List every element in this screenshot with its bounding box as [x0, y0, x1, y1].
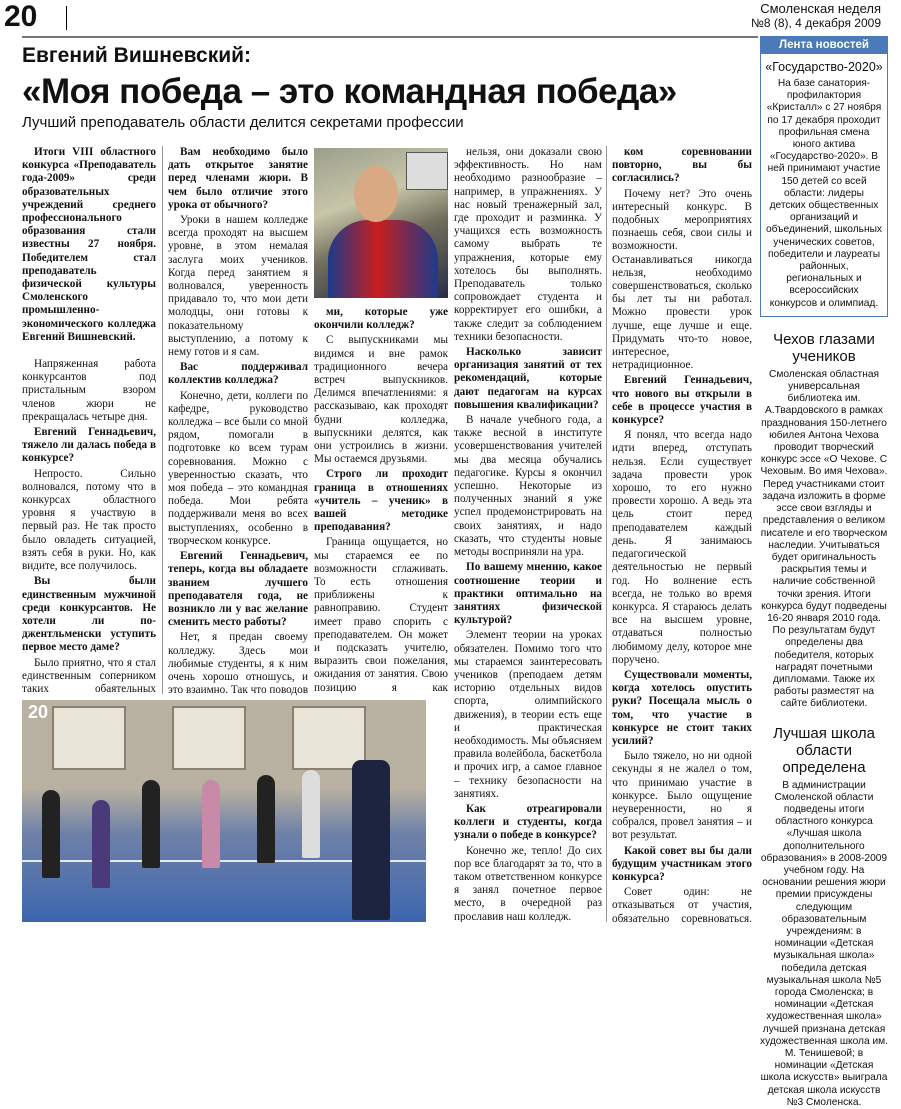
student-figure — [257, 775, 275, 863]
issue-info: №8 (8), 4 декабря 2009 — [750, 16, 881, 30]
article-column-1 — [22, 146, 156, 696]
gym-window — [292, 706, 366, 770]
news-tape-header: Лента новостей — [760, 36, 888, 54]
student-figure — [202, 780, 220, 868]
news-sidebar — [760, 36, 888, 1108]
portrait-body-shape — [328, 220, 438, 298]
column-divider — [162, 146, 163, 694]
article-column-5 — [612, 146, 752, 926]
article-author: Евгений Вишневский: — [22, 44, 252, 67]
article-column-3 — [314, 306, 448, 696]
gym-window — [52, 706, 126, 770]
interview-question: Евгений Геннадьевич, теперь, когда вы обладаете званием лучшего преподавателя года, не возникло ли у вас желание сменить место работы? — [168, 550, 308, 629]
teacher-portrait-photo — [314, 148, 448, 298]
page-number: 20 — [4, 0, 38, 33]
student-figure — [142, 780, 160, 868]
interview-question: ми, которые уже окончили колледж? — [314, 306, 448, 332]
portrait-head-shape — [354, 166, 398, 222]
article-paragraph: Совет один: не отказываться от участия, обязательно соревноваться. — [612, 886, 752, 925]
gym-class-photo — [22, 700, 426, 922]
article-paragraph: Было тяжело, но ни одной секунды я не жалел о том, что принимаю участие в конкурсе. Было ощущение неуверенности, но я собрался, провел занятия – и вот результат. — [612, 750, 752, 842]
article-paragraph: Конечно, дети, коллеги по кафедре, руководство колледжа – все были со мной рядом, помогали в подготовке ко всем турам соревнования. Можно с уверенностью сказать, что моя победа – это командная победа. Мои ребята поддерживали меня во всех выступлениях, особенно в творческом конкурсе. — [168, 389, 308, 547]
teacher-figure — [352, 760, 390, 920]
monitor-shape — [406, 152, 448, 190]
article-paragraph: нельзя, они доказали свою эффективность. Но нам необходимо разнообразие – например, в упражнениях. У нас новый тренажерный зал, где проходит и разминка. У учащихся есть возможность самому выбрать те упражнения, которые ему хотелось бы выполнять. Преподаватель только сопровождает студента и корректирует его ошибки, а также следит за соблюдением техники безопасности. — [454, 146, 602, 343]
news-text: На базе санатория-профилактория «Кристалл» с 27 ноября по 17 декабря проходит профильная смена юного актива «Государство-2020». В ней принимают участие 150 детей со всей области: лидеры детских общественных организаций и объединений, школьных ученических советов, победители и лауреаты районных, региональных и всероссийских конкурсов и олимпиад. — [765, 78, 883, 309]
article-paragraph: Непросто. Сильно волновался, потому что в конкурсах областного уровня я участвую в первый раз. Не так просто было овладеть ситуацией, взять себя в руки. Но, как видите, все получилось. — [22, 467, 156, 573]
interview-question: Евгений Геннадьевич, что нового вы открыли в себе в процессе участия в конкурсе? — [612, 374, 752, 427]
article-paragraph: Нет, я предан своему колледжу. Здесь мои любимые студенты, я к ним очень хорошо отношусь, и это взаимно. Так что поводов — [168, 631, 308, 696]
article-paragraph: С выпускниками мы видимся и вне рамок традиционного вечера встреч выпускников. Делимся впечатлениями: я рассказываю, как проходят будни колледжа, выпускники делятся, как они устроились в жизни. Мы остаемся друзьями. — [314, 334, 448, 466]
interview-question: Вы были единственным мужчиной среди конкурсантов. Не хотели ли по-джентльменски уступить первое место даме? — [22, 575, 156, 654]
interview-question: Вас поддерживал коллектив колледжа? — [168, 361, 308, 387]
interview-question: Существовали моменты, когда хотелось опустить руки? Посещала мысль о том, что участие в конкурсе не стоит таких усилий? — [612, 668, 752, 747]
article-paragraph: Граница ощущается, но мы стараемся ее по возможности сглаживать. То есть отношения приближены к равноправию. Студент имеет право спорить с преподавателем. Он может и подсказать учителю, выразить свои пожелания, ожидания от занятия. Свою позицию я как — [314, 536, 448, 694]
interview-question: ком соревновании повторно, вы бы согласились? — [612, 146, 752, 185]
interview-question: Строго ли проходит граница в отношениях «учитель – ученик» в вашей методике преподавания? — [314, 468, 448, 534]
article-lead: Итоги VIII областного конкурса «Преподаватель года-2009» среди образовательных учреждений среднего профессионального образования стали известны 27 ноября. Победителем стал преподаватель физической культуры Смоленского промышленно-экономического колледжа Евгений Вишневский. — [22, 146, 156, 343]
photo-page-number: 20 — [28, 702, 49, 722]
student-figure — [302, 770, 320, 858]
page-number-divider — [66, 6, 67, 30]
news-item-chekhov — [760, 331, 888, 711]
article-paragraph: Напряженная работа конкурсантов под пристальным взором членов жюри не прекращалась четыре дня. — [22, 358, 156, 423]
top-rule — [22, 36, 758, 38]
news-text: Смоленская областная универсальная библиотека им. А.Твардовского в рамках празднования 150-летнего юбилея Антона Чехова проводит творческий конкурс эссе «О Чехове. С Чеховым. Во имя Чехова». Перед участниками стоит задача изложить в форме эссе свои взгляды и представления о великом писателе и его творческом наследии. Учитываться будет оригинальность раскрытия темы и наличие собственной точки зрения. Итоги конкурса будут подведены 16-20 января 2010 года. По результатам будут определены два победителя, которых наградят почетными дипломами. Также их работы разместят на сайте библиотеки. — [760, 368, 888, 710]
newspaper-name: Смоленская неделя — [760, 1, 881, 16]
interview-question: Насколько зависит организация занятий от тех рекомендаций, которые дают педагогам на курсах повышения квалификации? — [454, 346, 602, 411]
student-figure — [92, 800, 110, 888]
article-headline: «Моя победа – это командная победа» — [22, 72, 677, 111]
student-figure — [42, 790, 60, 878]
news-title: Лучшая школа области определена — [773, 724, 875, 776]
article-column-4 — [454, 146, 602, 922]
article-paragraph: Было приятно, что я стал единственным соперником таких обаятельных — [22, 656, 156, 695]
news-title: Чехов глазами учеников — [773, 330, 875, 365]
interview-question: По вашему мнению, какое соотношение теории и практики оптимально на занятиях физической культурой? — [454, 561, 602, 627]
article-subheadline: Лучший преподаватель области делится секретами профессии — [22, 114, 464, 131]
masthead — [751, 2, 881, 30]
article-column-2 — [168, 146, 308, 696]
news-title: «Государство-2020» — [765, 60, 883, 74]
gym-window — [172, 706, 246, 770]
article-paragraph: Почему нет? Это очень интересный конкурс. В подобных мероприятиях познаешь себя, свои силы и возможности. Останавливаться никогда нельзя, необходимо совершенствоваться, сколько бы лет ты ни работал. Можно провести урок лучше, еще лучше и еще. Придумать что-то новое, интересное, нетрадиционное. — [612, 187, 752, 372]
column-divider — [606, 146, 607, 922]
interview-question: Как отреагировали коллеги и студенты, когда узнали о победе в конкурсе? — [454, 802, 602, 842]
article-paragraph: В начале учебного года, а также весной в институте усовершенствования учителей мы два месяца обучались педагогике. Курсы я окончил успешно. Некоторые из полученных знаний я уже успел продемонстрировать на своих занятиях, и надо сказать, что студенты новые методы восприняли на ура. — [454, 414, 602, 559]
article-paragraph: Конечно же, тепло! До сих пор все благодарят за то, что в таком ответственном конкурсе я занял почетное первое место, в очередной раз прославив наш колледж. — [454, 844, 602, 922]
interview-question: Какой совет вы бы дали будущим участникам этого конкурса? — [612, 844, 752, 883]
article-paragraph: Элемент теории на уроках обязателен. Помимо того что мы стараемся заинтересовать учеников (преподаем детям историю отдельных видов спорта, олимпийского движения), в теории есть еще и практическая необходимость. Мы объясняем правила волейбола, баскетбола и прочих игр, а самое главное – технику безопасности на занятиях. — [454, 629, 602, 800]
news-text: В администрации Смоленской области подведены итоги областного конкурса «Лучшая школа дополнительного образования» в 2008-2009 учебном году. На основании решения жюри премии присуждены следующим образовательным учреждениям: в номинации «Детская музыкальная школа» победила детская музыкальная школа №5 города Смоленска; в номинации «Детская художественная школа» лучшей признана детская художественная школа им. М. Тенишевой; в номинации «Детская школа искусств» выиграла детская школа искусств №3 Смоленска. — [760, 779, 888, 1108]
interview-question: Евгений Геннадьевич, тяжело ли далась победа в конкурсе? — [22, 426, 156, 465]
article-paragraph: Уроки в нашем колледже всегда проходят на высшем уровне, в этом немалая заслуга моих учеников. Когда перед занятием я волновался, уверенность придавало то, что мои дети молодцы, они готовы к показательному выступлению, а потому к нему готов и я сам. — [168, 214, 308, 359]
article-paragraph: Я понял, что всегда надо идти вперед, отступать нельзя. Если существует задача провести урок хорошо, то его нужно провести хорошо. А ведь эта цель стоит перед преподавателем каждый день. Я занимаюсь педагогической деятельностью не первый год. Но волнение есть всегда, не только во время конкурса. Я стараюсь делать все на высшем уровне, отдаваться полностью любимому делу, которое мне поручено. — [612, 429, 752, 666]
news-item-best-school — [760, 725, 888, 1109]
news-item-state-2020 — [760, 54, 888, 317]
interview-question: Вам необходимо было дать открытое занятие перед членами жюри. В чем было отличие этого урока от обычного? — [168, 146, 308, 211]
